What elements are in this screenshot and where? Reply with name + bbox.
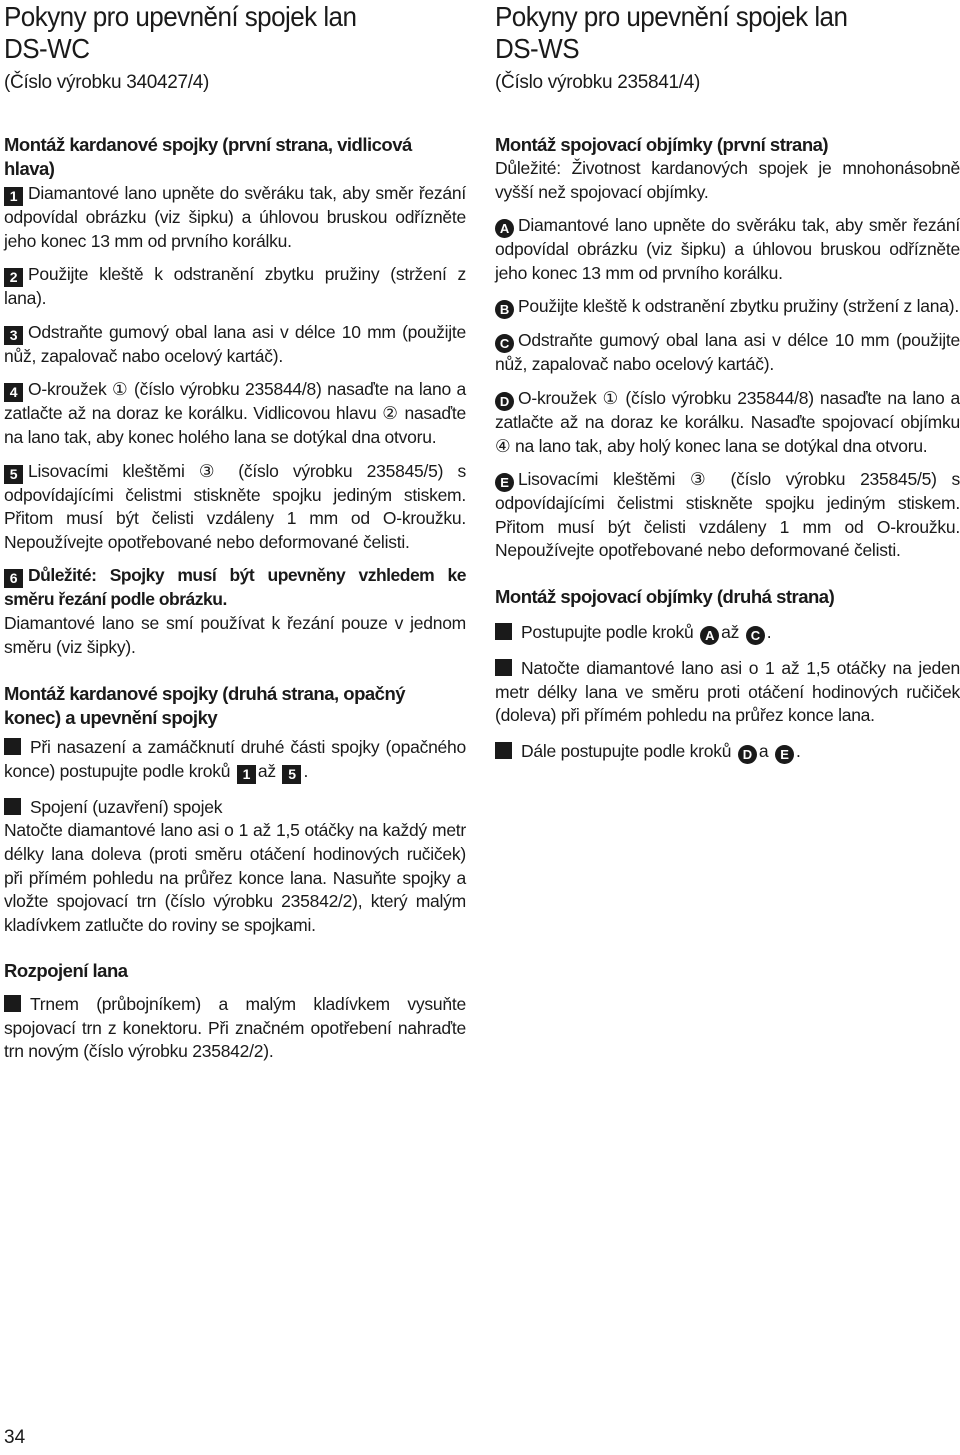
step-letter-badge: B [495,300,514,319]
bullet-text: Postupujte podle kroků [521,621,694,642]
step-number-badge: 6 [4,569,23,588]
bullet-square-icon [495,742,512,759]
step-letter-badge: D [495,392,514,411]
bullet-text: Dále postupujte podle kroků [521,740,732,761]
left-bullet-3 [4,993,466,1064]
left-heading-1: Montáž kardanové spojky (první strana, vidlicová hlava) [4,134,412,179]
left-heading-2: Montáž kardanové spojky (druhá strana, opačný konec) a upevnění spojky [4,683,406,729]
bullet-square-icon [495,623,512,640]
right-bullet-3 [495,740,960,764]
right-title-line1: Pokyny pro upevnění spojek lan [495,1,848,32]
left-column [4,0,466,1064]
right-intro: Důležité: Životnost kardanových spojek je mnohonásobně vyšší než spojovací objímky. [495,158,960,202]
left-bullet-2 [4,796,466,938]
bullet-text: Při nasazení a zamáčknutí druhé části spojky (opačného konce) postupujte podle kroků [4,737,466,781]
step-ref-badge: 1 [237,765,256,784]
left-step-6 [4,564,466,659]
left-step-5 [4,460,466,555]
right-step-a [495,214,960,285]
step-number-badge: 2 [4,268,23,287]
step-text: Diamantové lano upněte do svěráku tak, aby směr řezání odpovídal obrázku (viz šipku) a úhlovou bruskou odřízněte jeho konec 13 mm od prvního korálku. [495,215,960,283]
bullet-text: . [303,760,309,781]
left-title [4,0,468,65]
step-letter-badge: E [495,473,514,492]
left-heading-3: Rozpojení lana [4,960,128,982]
bullet-square-icon [495,659,512,676]
bullet-text: až [721,621,740,642]
step-ref-badge: C [746,626,765,645]
step-ref-badge: D [738,745,757,764]
right-step-e [495,468,960,563]
step-number-badge: 5 [4,465,23,484]
left-step-3 [4,321,466,369]
step-number-badge: 1 [4,187,23,206]
bullet-text: až [257,760,276,781]
right-step-c [495,329,960,377]
step-number-badge: 3 [4,326,23,345]
bullet-text: . [795,740,801,761]
step-number-badge: 4 [4,383,23,402]
step-important-text: Důležité: Spojky musí být upevněny vzhledem ke směru řezání podle obrázku. [4,565,466,610]
right-bullet-2 [495,657,960,728]
step-letter-badge: C [495,334,514,353]
step-text: Lisovacími kleštěmi ③ (číslo výrobku 235845/5) s odpovídajícími čelistmi stiskněte spojku jediným stiskem. Přitom musí být čelisti vzdáleny 1 mm od O-kroužku. Nepoužívejte opotřebované nebo deformované čelisti. [495,469,960,561]
left-step-1 [4,182,466,253]
step-ref-badge: 5 [282,765,301,784]
page-number: 34 [4,1427,26,1448]
bullet-text: a [758,740,769,761]
step-ref-badge: A [700,626,719,645]
bullet-text: Natočte diamantové lano asi o 1 až 1,5 otáčky na jeden metr délky lana ve směru proti otáčení hodinových ručiček (doleva) při přímém pohledu na průřez konce lana. [495,657,960,726]
step-text: Odstraňte gumový obal lana asi v délce 10 mm (použijte nůž, zapalovač nabo ocelový kartáč). [495,330,960,375]
left-title-line2: DS-WC [4,33,90,64]
right-heading-2: Montáž spojovací objímky (druhá strana) [495,585,835,607]
right-product-number: (Číslo výrobku 235841/4) [495,72,701,93]
bullet-text: Natočte diamantové lano asi o 1 až 1,5 otáčky na každý metr délky lana doleva (proti směru otáčení hodinových ručiček) při přímém pohledu na průřez konce lana. Nasuňte spojky a vložte spojovací trn (číslo výrobku 235842/2), který malým kladívkem zatlučte do roviny se spojkami. [4,820,466,935]
step-ref-badge: E [775,745,794,764]
step-text: O-kroužek ① (číslo výrobku 235844/8) nasaďte na lano a zatlačte až na doraz ke korálku. Nasaďte spojovací objímku ④ na lano tak, aby holý konec lana se dotýkal dna otvoru. [495,387,960,456]
left-product-number: (Číslo výrobku 340427/4) [4,72,210,93]
step-text: Použijte kleště k odstranění zbytku pružiny (stržení z lana). [4,264,466,309]
step-text: Odstraňte gumový obal lana asi v délce 10 mm (použijte nůž, zapalovač nabo ocelový kartáč). [4,321,466,366]
right-step-b [495,295,960,319]
step-text: Použijte kleště k odstranění zbytku pružiny (stržení z lana). [518,296,959,317]
step-text: Lisovacími kleštěmi ③ (číslo výrobku 235845/5) s odpovídajícími čelistmi stiskněte spojku jediným stiskem. Přitom musí být čelisti vzdáleny 1 mm od O-kroužku. Nepoužívejte opotřebované nebo deformované čelisti. [4,460,466,552]
right-step-d [495,387,960,458]
step-text: Diamantové lano upněte do svěráku tak, aby směr řezání odpovídal obrázku (viz šipku) a úhlovou bruskou odřízněte jeho konec 13 mm od prvního korálku. [4,183,466,251]
step-text: Diamantové lano se smí používat k řezání pouze v jednom směru (viz šipky). [4,612,466,657]
step-letter-badge: A [495,219,514,238]
right-column [495,0,960,764]
bullet-square-icon [4,798,21,815]
right-bullet-1 [495,621,960,645]
bullet-square-icon [4,738,21,755]
bullet-text: Trnem (průbojníkem) a malým kladívkem vysuňte spojovací trn z konektoru. Při značném opotřebení nahraďte trn novým (číslo výrobku 235842/2). [4,994,466,1062]
left-step-4 [4,378,466,449]
right-title-line2: DS-WS [495,33,580,64]
left-title-line1: Pokyny pro upevnění spojek lan [4,1,357,32]
bullet-square-icon [4,995,21,1012]
left-step-2 [4,263,466,311]
left-bullet-1 [4,736,466,784]
bullet-text: . [766,621,772,642]
bullet-title: Spojení (uzavření) spojek [30,796,223,817]
right-title [495,0,960,65]
right-heading-1: Montáž spojovací objímky (první strana) [495,134,829,155]
step-text: O-kroužek ① (číslo výrobku 235844/8) nasaďte na lano a zatlačte až na doraz ke korálku. Vidlicovou hlavu ② nasaďte na lano tak, aby konec holého lana se dotýkal dna otvoru. [4,379,466,447]
